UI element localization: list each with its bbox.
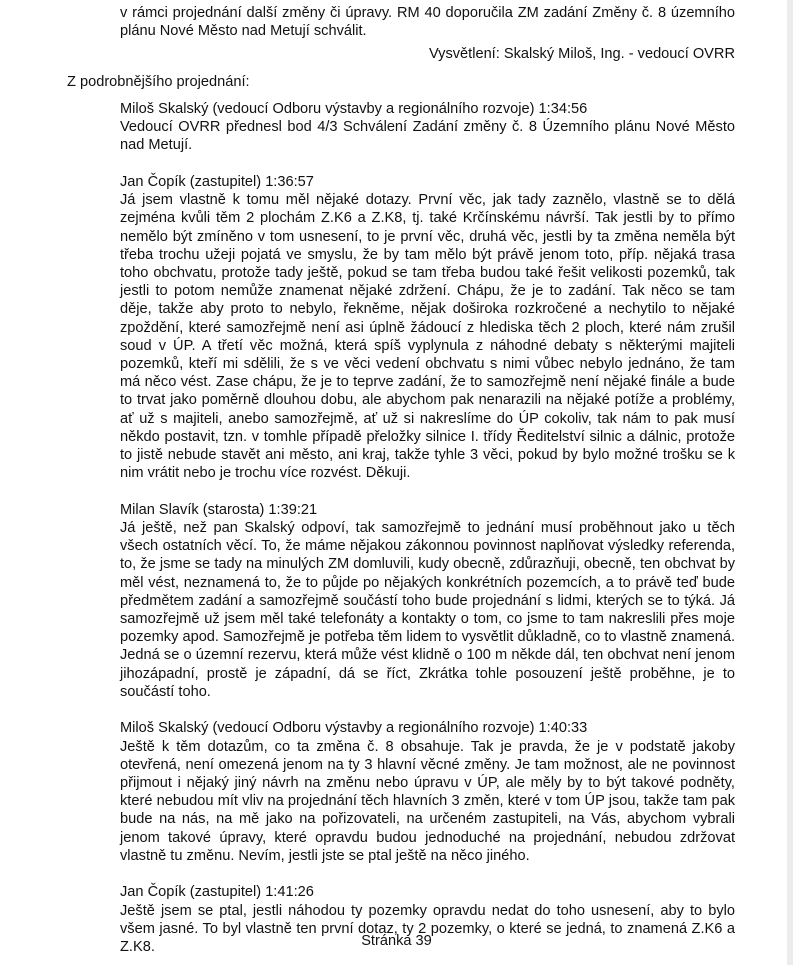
speaker-line: Miloš Skalský (vedoucí Odboru výstavby a regionálního rozvoje) 1:40:33	[120, 720, 588, 737]
speech-block	[120, 100, 735, 155]
speech-text: Já jsem vlastně k tomu měl nějaké dotazy. První věc, jak tady zaznělo, vlastně se to dělá zejména kvůli těm 2 plochám Z.K6 a Z.K8, tj. také Krčínskému návrší. Tak jestli by to přímo nemělo být zmíněno v tom usnesení, to je první věc, druhá věc, jestli by ta změna neměla být třeba trochu užeji pojatá ve smyslu, že by tam mělo být právě jenom toto, příp. nějaká trasa toho obchvatu, protože tady ještě, pokud se tam třeba budou také řešit velikosti pozemků, tak jestli to potom nemůže znamenat nějaké zdržení. Chápu, že je to zadání. Tak něco se tam děje, takže aby proto to nebylo, řekněme, nějak doširoka rozkročené a nechytilo to nějaké zpoždění, které samozřejmě není asi úplně žádoucí z hlediska těch 2 ploch, které nám zrušil soud v ÚP. A třetí věc možná, která spíš vyplynula z náhodné debaty s některými majiteli pozemků, kteří mi sdělili, že s ve věci vedení obchvatu s nimi vůbec nebylo jednáno, že tam má něco vést. Zase chápu, že je to teprve zadání, že to samozřejmě není nějaké finále a bude to trvat jako poměrně dlouhou dobu, ale abychom pak nenarazili na nějaké potíže a problémy, ať už s majiteli, anebo samozřejmě, ať už si nakreslíme do ÚP cokoliv, tak nám to pak musí někdo postavit, tzn. v tomhle případě přeložky silnice I. třídy Ředitelství silnic a dálnic, protože to jistě nebude stavět ani město, ani kraj, takže tyhle 3 věci, pokud by bylo možné trošku se k nim vrátit nebo je trochu více rozvést. Děkuji.	[120, 192, 735, 482]
speech-block	[120, 173, 735, 482]
section-intro: Z podrobnějšího projednání:	[67, 74, 250, 90]
speaker-line: Miloš Skalský (vedoucí Odboru výstavby a regionálního rozvoje) 1:34:56	[120, 101, 588, 117]
speech-block	[120, 719, 735, 865]
speaker-line: Jan Čopík (zastupitel) 1:41:26	[120, 884, 314, 901]
page-edge-divider	[787, 0, 793, 965]
speech-block	[120, 501, 735, 701]
explanation-line: Vysvětlení: Skalský Miloš, Ing. - vedoucí OVRR	[428, 46, 735, 62]
speech-text: Ještě jsem se ptal, jestli náhodou ty pozemky opravdu nedat do toho usnesení, aby to bylo všem jasné. To byl vlastně ten první dotaz, ty 2 pozemky, o které se jedná, to znamená Z.K6 a Z.K8.	[120, 902, 735, 956]
speech-text: Já ještě, než pan Skalský odpoví, tak samozřejmě to jednání musí proběhnout jako u těch všech ostatních věcí. To, že máme nějakou zákonnou povinnost naplňovat výsledky referenda, to, že jsme se tady na minulých ZM domluvili, kudy obecně, zdůrazňuji, obecně, ten obchvat by měl vést, neznamená to, že to půjde po nějakých konkrétních pozemcích, a to právě teď bude předmětem zadání a samozřejmě součástí toho bude projednání s lidmi, kterých se to týká. Já samozřejmě už jsem měl také telefonáty a kontakty o tom, co jsme to tam nakreslili přes moje pozemky apod. Samozřejmě je potřeba těm lidem to vysvětlit důkladně, co to vlastně znamená. Jedná se o územní rezervu, která může vést klidně o 100 m někde dál, ten obchvat není jenom jihozápadní, prostě je západní, dá se říct, Zkrátka tohle posouzení ještě proběhne, je to součástí toho.	[120, 520, 735, 700]
speaker-line: Jan Čopík (zastupitel) 1:36:57	[120, 174, 314, 190]
speech-text: Vedoucí OVRR přednesl bod 4/3 Schválení Zadání změny č. 8 Územního plánu Nové Město nad Metují.	[120, 119, 735, 154]
discussion-blocks	[120, 100, 735, 975]
speaker-line: Milan Slavík (starosta) 1:39:21	[120, 501, 318, 518]
continuation-paragraph: v rámci projednání další změny či úpravy. RM 40 doporučila ZM zadání Změny č. 8 územního plánu Nové Město nad Metují schválit.	[120, 5, 735, 40]
page-number: Stránka 39	[361, 933, 432, 949]
speech-text: Ještě k těm dotazům, co ta změna č. 8 obsahuje. Tak je pravda, že je v podstatě jakoby otevřená, není omezená jenom na ty 3 hlavní věcné změny. Je tam možnost, ale ne povinnost přijmout i nějaký jiný návrh na změnu nebo úpravu v ÚP, ale měly by to být takové podněty, které nebudou mít vliv na projednání těch hlavních 3 změn, které v tom ÚP jsou, takže tam pak bude na nás, na mě jako na pořizovateli, na určeném zastupiteli, na Vás, abychom vybrali jenom takové úpravy, které opravdu budou jednoduché na projednání, nebudou zdržovat vlastně tu změnu. Nevím, jestli jste se ptal ještě na něco jiného.	[120, 738, 735, 864]
